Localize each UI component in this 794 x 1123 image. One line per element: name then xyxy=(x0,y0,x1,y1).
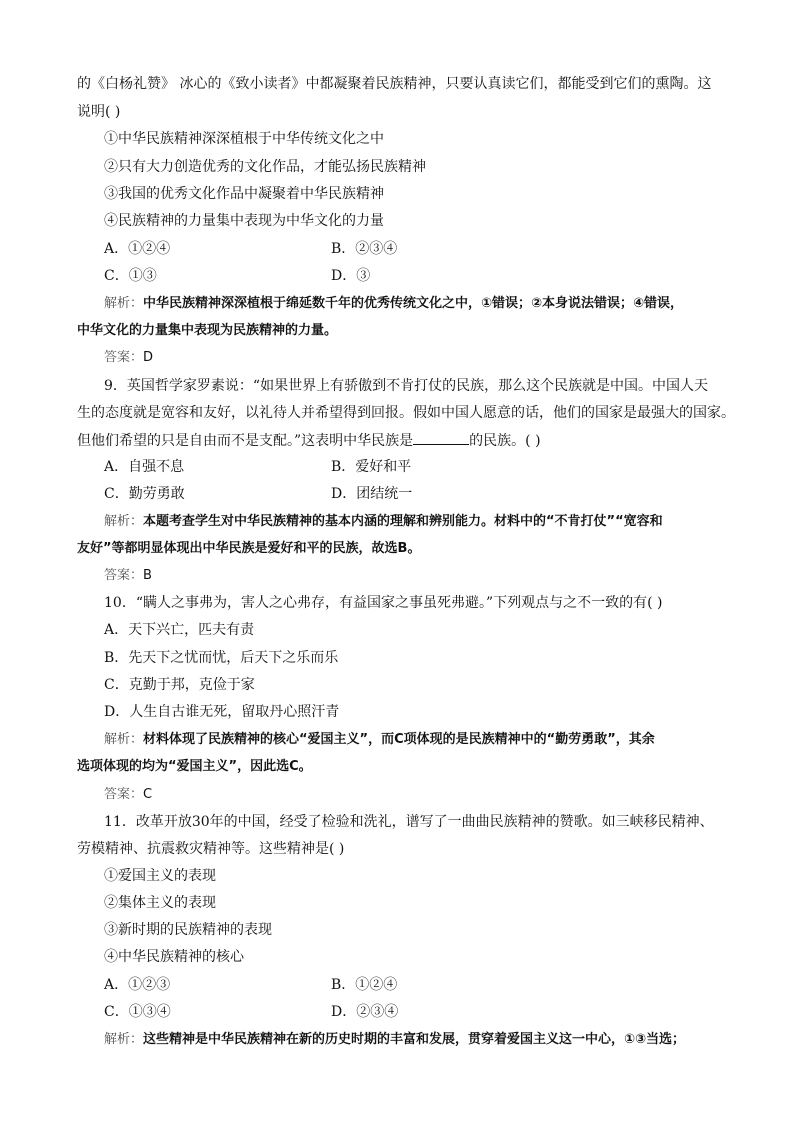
q9-option-b: B．爱好和平 xyxy=(331,459,412,475)
q9-option-a: A．自强不息 xyxy=(104,459,185,475)
q11-option-b: B．①②④ xyxy=(331,977,398,993)
q11-options-row xyxy=(104,975,734,995)
q8-stem-line: 的《白杨礼赞》 冰心的《致小读者》中都凝聚着民族精神，只要认真读它们，都能受到它们的熏陶。这 xyxy=(77,76,712,92)
q11-statement: ③新时期的民族精神的表现 xyxy=(104,922,272,938)
q8-options-row xyxy=(104,266,734,286)
q9-options-row xyxy=(104,484,734,504)
answer-label: 答案： xyxy=(104,568,144,583)
q11-options-row xyxy=(104,1002,734,1022)
q9-answer xyxy=(104,566,734,586)
q10-stem: 10．“瞒人之事弗为，害人之心弗存，有益国家之事虽死弗避。”下列观点与之不一致的有( ) xyxy=(104,595,663,611)
q9-stem-line: 生的态度就是宽容和友好，以礼待人并希望得到回报。假如中国人愿意的话，他们的国家是最强大的国家。 xyxy=(77,405,735,421)
answer-value: C xyxy=(143,787,153,802)
q10-option-d: D．人生自古谁无死，留取丹心照汗青 xyxy=(104,704,340,720)
q11-stem-line: 11．改革开放30年的中国，经受了检验和洗礼，谱写了一曲曲民族精神的赞歌。如三峡移民精神、 xyxy=(104,814,714,830)
q11-statement: ④中华民族精神的核心 xyxy=(104,949,244,965)
q8-statement: ②只有大力创造优秀的文化作品，才能弘扬民族精神 xyxy=(104,159,426,175)
fill-blank xyxy=(413,430,469,445)
q10-option-a: A．天下兴亡，匹夫有责 xyxy=(104,622,255,638)
analysis-text: 中华民族精神深深植根于绵延数千年的优秀传统文化之中，①错误；②本身说法错误；④错误， xyxy=(143,296,684,311)
q8-statement: ④民族精神的力量集中表现为中华文化的力量 xyxy=(104,213,384,229)
q10-answer xyxy=(104,785,734,805)
answer-label: 答案： xyxy=(104,350,144,365)
q9-analysis-cont: 友好”等都明显体现出中华民族是爱好和平的民族，故选B。 xyxy=(77,541,421,556)
q8-statement: ①中华民族精神深深植根于中华传统文化之中 xyxy=(104,131,384,147)
analysis-text: 这些精神是中华民族精神在新的历史时期的丰富和发展，贯穿着爱国主义这一中心，①③当选； xyxy=(143,1032,686,1047)
analysis-text: 材料体现了民族精神的核心“爱国主义”，而C项体现的是民族精神中的“勤劳勇敢”，其余 xyxy=(143,732,655,747)
analysis-label: 解析： xyxy=(104,1032,144,1047)
q10-option-c: C．克勤于邦，克俭于家 xyxy=(104,677,255,693)
analysis-label: 解析： xyxy=(104,296,144,311)
q8-stem-line: 说明( ) xyxy=(77,104,121,120)
q9-option-c: C．勤劳勇敢 xyxy=(104,486,185,502)
q11-analysis xyxy=(104,1030,734,1050)
analysis-text: 本题考查学生对中华民族精神的基本内涵的理解和辨别能力。材料中的“不肯打仗”“宽容和 xyxy=(143,514,663,529)
answer-value: D xyxy=(143,350,154,365)
q9-stem-line xyxy=(77,430,734,451)
q8-options-row xyxy=(104,239,734,259)
q8-option-c: C．①③ xyxy=(104,268,157,284)
q11-statement: ②集体主义的表现 xyxy=(104,895,216,911)
q9-analysis xyxy=(104,512,734,532)
answer-value: B xyxy=(143,568,152,583)
q8-option-d: D．③ xyxy=(331,268,371,284)
q8-analysis-cont: 中华文化的力量集中表现为民族精神的力量。 xyxy=(77,323,338,338)
q10-option-b: B．先天下之忧而忧，后天下之乐而乐 xyxy=(104,650,339,666)
q9-options-row xyxy=(104,457,734,477)
q9-stem-post: 的民族。( ) xyxy=(469,433,541,449)
q8-option-a: A．①②④ xyxy=(104,241,171,257)
q9-stem-line: 9．英国哲学家罗素说：“如果世界上有骄傲到不肯打仗的民族，那么这个民族就是中国。中国人天 xyxy=(104,378,709,394)
analysis-label: 解析： xyxy=(104,732,144,747)
q11-option-d: D．②③④ xyxy=(331,1004,399,1020)
q8-analysis xyxy=(104,294,734,314)
q8-statement: ③我国的优秀文化作品中凝聚着中华民族精神 xyxy=(104,186,384,202)
q10-analysis-cont: 选项体现的均为“爱国主义”，因此选C。 xyxy=(77,759,312,774)
q11-option-c: C．①③④ xyxy=(104,1004,171,1020)
q8-answer xyxy=(104,348,734,368)
q11-option-a: A．①②③ xyxy=(104,977,171,993)
q8-option-b: B．②③④ xyxy=(331,241,398,257)
q11-statement: ①爱国主义的表现 xyxy=(104,868,216,884)
q11-stem-line: 劳模精神、抗震救灾精神等。这些精神是( ) xyxy=(77,841,345,857)
q9-stem-pre: 但他们希望的只是自由而不是支配。”这表明中华民族是 xyxy=(77,433,414,449)
analysis-label: 解析： xyxy=(104,514,144,529)
q10-analysis xyxy=(104,730,734,750)
answer-label: 答案： xyxy=(104,787,144,802)
q9-option-d: D．团结统一 xyxy=(331,486,413,502)
